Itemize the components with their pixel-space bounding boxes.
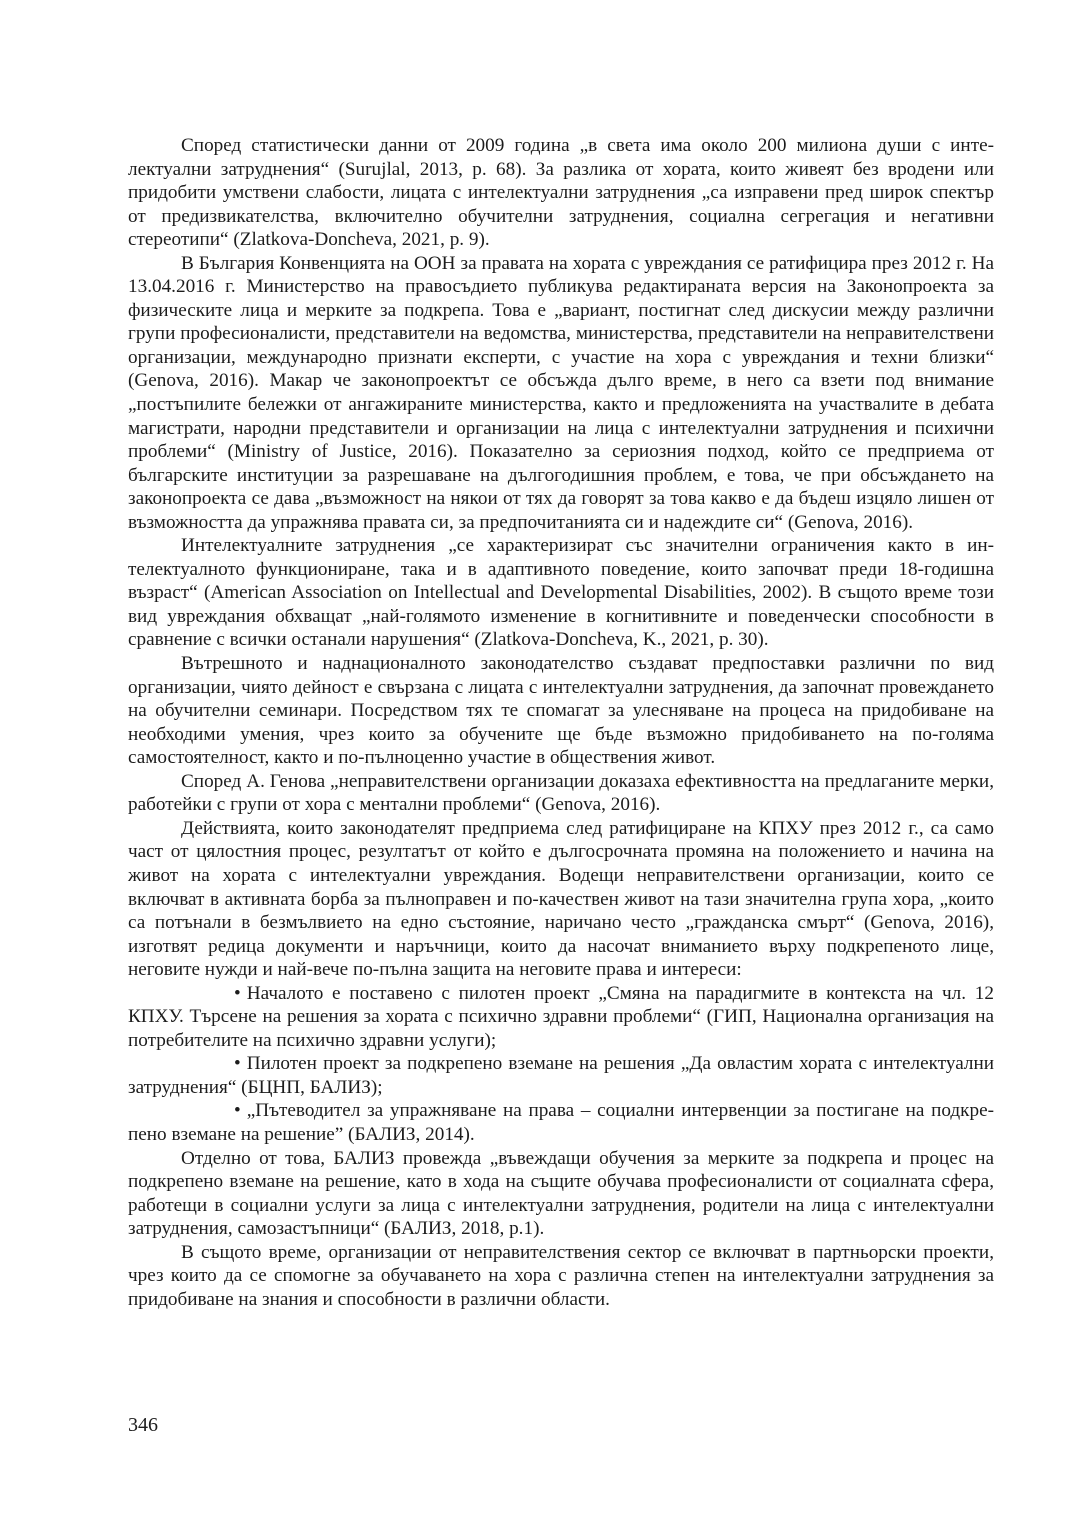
list-item	[128, 1099, 994, 1146]
paragraph-un-convention: В България Конвенцията на ООН за правата на хората с увреждания се ратифицира през 2012 г. На 13.04.2016 г. Министерство на правосъдието публикува редактираната версия на Законопроекта за физическите лица и мерките за подкрепа. Това е „вариант, постигнат след дискусии между различни групи професионалисти, представители на ведомства, министерства, представители на неправителствени организации, международно признати експерти, с участие на хора с увреждания и техни близки“ (Genova, 2016). Макар че законопроектът се обсъжда дълго време, в него са взети под внимание „постъпилите бележки от ангажираните министерства, както и предложенията на участвалите в дебата магистрати, народни представители и организации на лица с интелектуални затруднения и психични проблеми“ (Ministry of Justice, 2016). Показателно за сериозния подход, който се предприема от българските институции за разрешаване на дългогодишния проблем, е това, че при обсъждането на законопроекта се дава „възможност на някои от тях да говорят за това какво е да бъдеш изцяло лишен от възможността да упражнява правата си, за предпочитанията си и надеждите си“ (Genova, 2016).	[128, 252, 994, 533]
list-item-text: „Пътеводител за упражняване на права – социални интервенции за постигане на подкрепено вземане на решение” (БАЛИЗ, 2014).	[128, 1100, 994, 1145]
paragraph-genova-quote: Според А. Генова „неправителствени организации доказаха ефективността на предлаганите мерки, работейки с групи от хора с ментални проблеми“ (Genova, 2016).	[128, 770, 994, 816]
list-item	[128, 1052, 994, 1099]
bullet-icon: •	[234, 982, 241, 1004]
page-number: 346	[128, 1414, 158, 1436]
list-item-text: Началото е поставено с пилотен проект „Смяна на парадигмите в контекста на чл. 12 КПХУ. Търсене на решения за хората с психично здравни проблеми“ (ГИП, Национална организация на потребителите на психично здравни услуги);	[128, 982, 994, 1051]
paragraph-legislator-actions: Действията, които законодателят предприема след ратифициране на КПХУ през 2012 г., са само част от цялостния процес, резултатът от който е дългосрочната промяна на положението и начина на живот на хората с интелектуални увреждания. Водещи неправителствени организации, които се включват в активната борба за пълноправен и по-качествен живот на тази значителна група хора, „които са потънали в безмълвието на едно състояние, наричано често „гражданска смърт“ (Genova, 2016), изготвят редица документи и наръчници, които да насочат вниманието върху подкрепеното лице, неговите нужди и най-вече по-пълна защита на неговите права и интереси:	[128, 817, 994, 981]
bullet-icon: •	[234, 1053, 241, 1075]
paragraph-statistics: Според статистически данни от 2009 година „в света има около 200 милиона души с интелектуални затруднения“ (Surujlal, 2013, p. 68). За разлика от хората, които живеят без вродени или придобити умствени слабости, лицата с интелектуални затруднения „са изправени пред широк спектър от предизвикателства, включително обучителни затруднения, социална сегрегация и негативни стереотипи“ (Zlatkova-Doncheva, 2021, p. 9).	[128, 135, 994, 251]
body-text	[128, 134, 994, 1311]
list-item	[128, 982, 994, 1053]
paragraph-intellectual-disabilities-definition: Интелектуалните затруднения „се характеризират със значителни ограничения както в интелектуалното функциониране, така и в адаптивното поведение, които започват преди 18-годишна възраст“ (American Association on Intellectual and Developmental Disabilities, 2002). В същото време този вид увреждания обхващат „най-голямото изменение в когнитивните и поведенчески способности в сравнение с всички останали нарушения“ (Zlatkova-Doncheva, K., 2021, p. 30).	[128, 535, 994, 651]
paragraph-legislation: Вътрешното и наднационалното законодателство създават предпоставки различни по вид организации, чиято дейност е свързана с лицата с интелектуални затруднения, да започнат провеждането на обучителни семинари. Посредством тях те спомагат за улесняване на процеса на придобиване на необходими умения, чрез които за обучените ще бъде възможно придобиването на по-голяма самостоятелност, както и по-пълноценно участие в обществения живот.	[128, 653, 994, 769]
paragraph-baliz-trainings: Отделно от това, БАЛИЗ провежда „въвеждащи обучения за мерките за подкрепа и процес на подкрепено вземане на решение, като в хода на същите обучава професионалисти от социалната сфера, работещи в социални услуги за лица с интелектуални затруднения, родители на лица с интелектуални затруднения, самозастъпници“ (БАЛИЗ, 2018, p.1).	[128, 1147, 994, 1240]
bullet-icon: •	[234, 1100, 241, 1122]
list-item-text: Пилотен проект за подкрепено вземане на решения „Да овластим хората с интелектуални затруднения“ (БЦНП, БАЛИЗ);	[128, 1053, 994, 1098]
projects-bullet-list	[128, 982, 994, 1147]
paragraph-partner-projects: В същото време, организации от неправителствения сектор се включват в партньорски проекти, чрез които да се спомогне за обучаването на хора с различна степен на интелектуални затруднения за придобиване на знания и способности в различни области.	[128, 1241, 994, 1310]
